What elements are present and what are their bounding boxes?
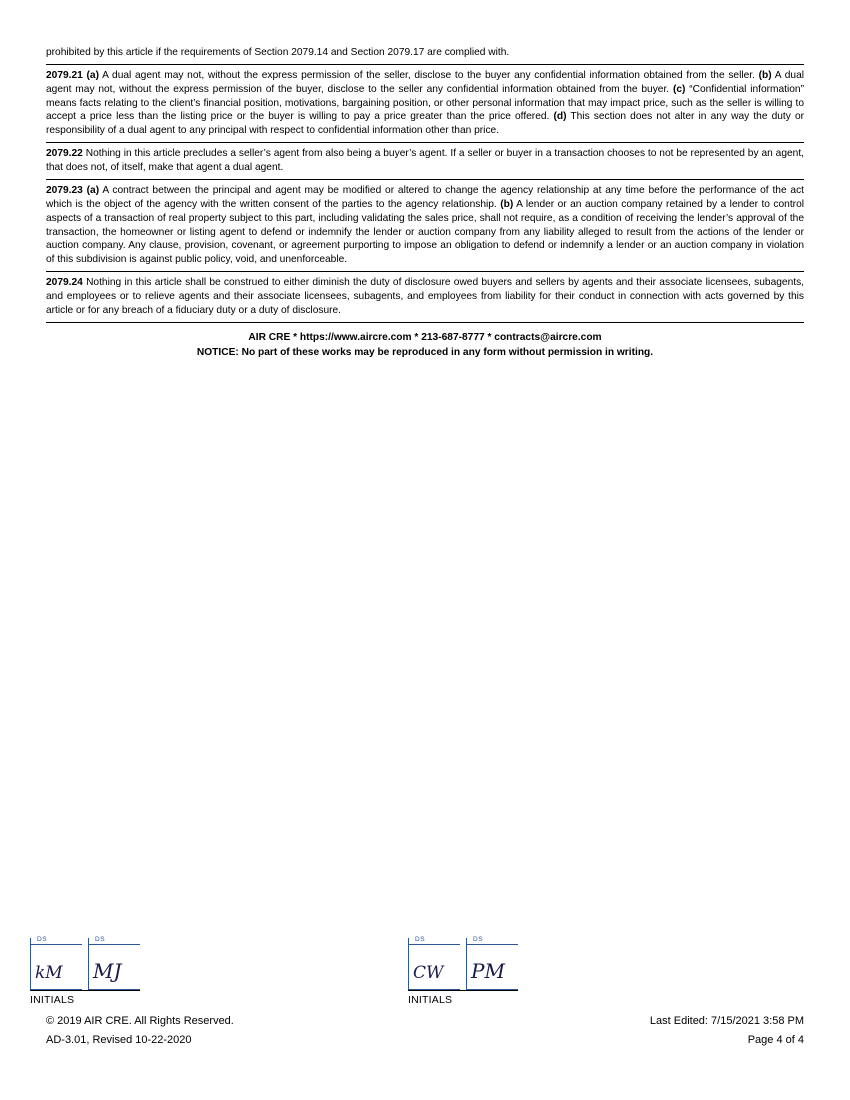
form-id-text: AD-3.01, Revised 10-22-2020: [46, 1034, 192, 1047]
docusign-tag: DS: [37, 936, 48, 943]
docusign-rule: [89, 944, 140, 945]
initials-ink: MJ: [93, 959, 122, 983]
initials-label: INITIALS: [408, 994, 453, 1006]
docusign-tag: DS: [473, 936, 484, 943]
page-number-text: Page 4 of 4: [747, 1034, 804, 1047]
initials-fields-right: [408, 938, 518, 990]
section-2079-24: 2079.24 Nothing in this article shall be construed to either diminish the duty of disclosure owed buyers and sellers by agents and their associate licensees, subagents, and employees or to relieve agents and their associate licensees, subagents, and employees from liability for their conduct in connection with acts governed by this article or for any breach of a fiduciary duty or a duty of disclosure.: [46, 277, 804, 316]
last-edited-text: Last Edited: 7/15/2021 3:58 PM: [649, 1015, 804, 1027]
signature-field[interactable]: [408, 938, 460, 990]
signature-field[interactable]: [466, 938, 518, 990]
signature-field[interactable]: [30, 938, 82, 990]
section-2079-23: 2079.23 (a) A contract between the principal and agent may be modified or altered to change the agency relationship at any time before the performance of the act which is the object of the agency with the written consent of the parties to the agency relationship. (b) A lender or an auction company retained by a lender to control aspects of a transaction of real property subject to this part, including validating the sales price, shall not require, as a condition of receiving the lender’s approval of the transaction, the homeowner or listing agent to defend or indemnify the lender or auction company from any liability alleged to result from the actions of the lender or auction company. Any clause, provision, covenant, or agreement purporting to impose an obligation to defend or indemnify a lender or an auction company in violation of this subdivision is against public policy, void, and unenforceable.: [46, 184, 805, 266]
footer-row-1: [46, 1012, 804, 1031]
initials-fields-left: [30, 938, 140, 990]
initials-label: INITIALS: [30, 994, 75, 1006]
footer-row-2: [46, 1031, 804, 1050]
docusign-rule: [409, 944, 460, 945]
initials-underline: [408, 990, 518, 991]
initials-block-right: [408, 938, 518, 1006]
notice-line: NOTICE: No part of these works may be reproduced in any form without permission in writing.: [196, 346, 654, 358]
copyright-text: © 2019 AIR CRE. All Rights Reserved.: [46, 1015, 234, 1027]
signature-field[interactable]: [88, 938, 140, 990]
document-body: [46, 46, 804, 360]
initials-ink: kM: [35, 963, 63, 983]
initials-ink: PM: [471, 959, 505, 983]
contact-line: AIR CRE * https://www.aircre.com * 213-687-8777 * contracts@aircre.com: [248, 331, 602, 343]
docusign-tag: DS: [95, 936, 106, 943]
initials-ink: CW: [413, 963, 444, 983]
section-2079-21: 2079.21 (a) A dual agent may not, without the express permission of the seller, disclose to the buyer any confidential information obtained from the seller. (b) A dual agent may not, without the express permission of the buyer, disclose to the seller any confidential information obtained from the buyer. (c) “Confidential information” means facts relating to the client’s financial position, motivations, bargaining position, or other personal information that may impact price, such as the seller is willing to accept a price less than the listing price or the buyer is willing to pay a price greater than the price offered. (d) This section does not alter in any way the duty or responsibility of a dual agent to any principal with respect to confidential information other than price.: [46, 69, 805, 137]
initials-block-left: [30, 938, 140, 1006]
initials-underline: [30, 990, 140, 991]
section-2079-22: 2079.22 Nothing in this article precludes a seller’s agent from also being a buyer’s agent. If a seller or buyer in a transaction chooses to not be represented by an agent, that does not, of itself, make that agent a dual agent.: [46, 148, 804, 174]
page-footer: [46, 1012, 804, 1051]
docusign-rule: [31, 944, 82, 945]
docusign-rule: [467, 944, 518, 945]
intro-paragraph: prohibited by this article if the requirements of Section 2079.14 and Section 2079.17 are complied with.: [46, 47, 510, 58]
contact-footer: [46, 323, 804, 361]
docusign-tag: DS: [415, 936, 426, 943]
